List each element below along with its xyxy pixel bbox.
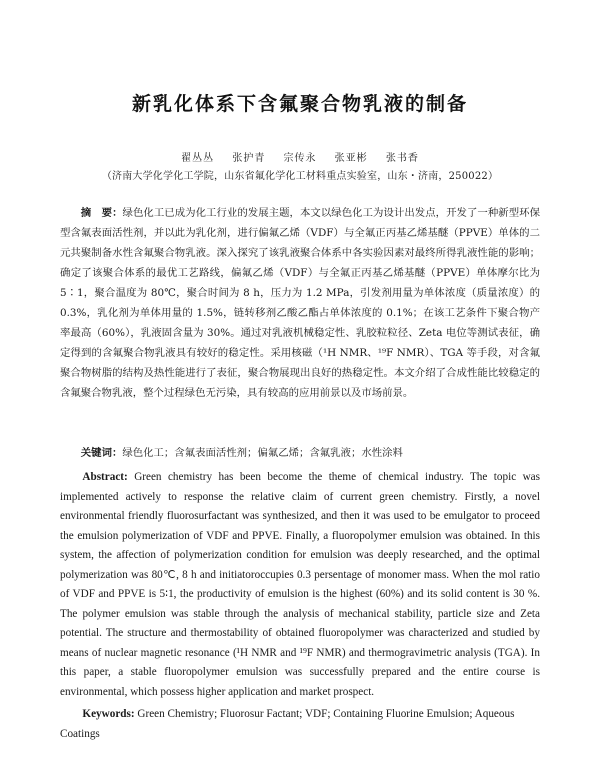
english-abstract-label: Abstract:	[82, 471, 128, 483]
chinese-abstract	[60, 203, 540, 403]
chinese-keywords-label: 关键词：	[80, 447, 123, 459]
paper-title: 新乳化体系下含氟聚合物乳液的制备	[131, 93, 468, 115]
chinese-abstract-label: 摘 要：	[80, 207, 123, 219]
english-keywords-label: Keywords:	[82, 708, 135, 720]
affiliation: （济南大学化学化工学院，山东省氟化学化工材料重点实验室，山东・济南，250022）	[101, 171, 499, 182]
english-keywords-text: Green Chemistry; Fluorosur Factant; VDF; Containing Fluorine Emulsion; Aqueous Coatings	[60, 708, 515, 740]
english-abstract	[60, 468, 540, 702]
author-list: 翟丛丛 张护青 宗传永 张亚彬 张书香	[181, 153, 419, 164]
english-keywords	[60, 705, 540, 744]
english-abstract-text: Green chemistry has been become the theme of chemical industry. The topic was implemented actively to response the relative claim of current green chemistry. Firstly, a novel environmental friendly fluorosurfactant was synthesized, and then it was used to be emulgator to proceed the emulsion polymerization of VDF and PPVE. Finally, a fluoropolymer emulsion was obtained. In this system, the affection of polymerization condition for emulsion was deeply researched, and the optimal polymerization was 80℃, 8 h and initiatoroccupies 0.3 persentage of monomer mass. When the mol ratio of VDF and PPVE is 5∶1, the productivity of emulsion is the highest (60%) and its solid content is 30 %. The polymer emulsion was stable through the analysis of mechanical stability, particle size and Zeta potential. The structure and thermostability of obtained fluoropolymer was characterized and studied by means of nuclear magnetic resonance (¹H NMR and ¹⁹F NMR) and thermogravimetric analysis (TGA). In this paper, a stable fluoropolymer emulsion was successfully prepared and the entire course is environmental, which possess higher application and market prospect.	[60, 471, 540, 698]
chinese-keywords	[60, 443, 540, 463]
chinese-keywords-text: 绿色化工；含氟表面活性剂；偏氟乙烯；含氟乳液；水性涂料	[122, 447, 403, 459]
chinese-abstract-text: 绿色化工已成为化工行业的发展主题，本文以绿色化工为设计出发点，开发了一种新型环保型含氟表面活性剂，并以此为乳化剂，进行偏氟乙烯（VDF）与全氟正丙基乙烯基醚（PPVE）单体的二元共聚制备水性含氟聚合物乳液。深入探究了该乳液聚合体系中各实验因素对最终所得乳液性能的影响；确定了该聚合体系的最优工艺路线，偏氟乙烯（VDF）与全氟正丙基乙烯基醚（PPVE）单体摩尔比为 5∶1，聚合温度为 80℃，聚合时间为 8 h，压力为 1.2 MPa，引发剂用量为单体浓度（质量浓度）的 0.3%，乳化剂为单体用量的 1.5%，链转移剂乙酸乙酯占单体浓度的 0.1%；在该工艺条件下聚合物产率最高（60%），乳液固含量为 30%。通过对乳液机械稳定性、乳胶粒粒径、Zeta 电位等测试表征，确定得到的含氟聚合物乳液具有较好的稳定性。采用核磁（¹H NMR、¹⁹F NMR）、TGA 等手段，对含氟聚合物树脂的结构及热性能进行了表征，聚合物展现出良好的热稳定性。本文介绍了合成性能比较稳定的含氟聚合物乳液，整个过程绿色无污染，具有较高的应用前景以及市场前景。	[60, 207, 540, 399]
